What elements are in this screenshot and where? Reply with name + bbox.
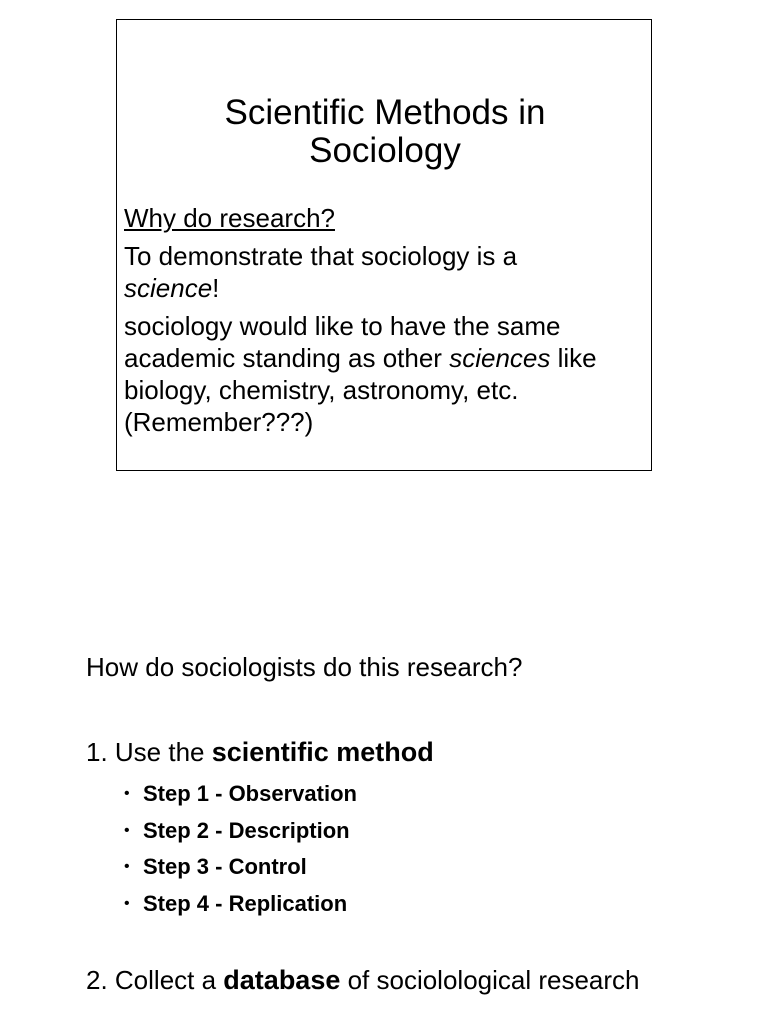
step-item-3	[124, 849, 357, 886]
step-label-2: Step 2 - Description	[143, 817, 350, 843]
paragraph-2-text: sociology would like to have the same academic standing as other	[124, 311, 561, 373]
slide-title-line-1: Scientific Methods in	[224, 93, 546, 132]
step-label-3: Step 3 - Control	[143, 854, 307, 879]
step-item-2	[124, 813, 357, 850]
slide-paragraph-2	[124, 310, 649, 438]
step-label-4: Step 4 - Replication	[143, 890, 348, 916]
item-2-bold: database	[223, 965, 341, 995]
notes-item-2	[86, 964, 640, 996]
bullet-icon: •	[124, 894, 130, 912]
bullet-icon: •	[124, 858, 130, 875]
item-1-bold: scientific method	[211, 737, 434, 767]
paragraph-1-text: To demonstrate that sociology is a	[124, 241, 518, 271]
step-item-1	[124, 776, 357, 813]
item-1-prefix: 1. Use the	[86, 737, 212, 767]
paragraph-1-emphasis: science	[124, 273, 213, 303]
notes-question: How do sociologists do this research?	[86, 652, 523, 682]
steps-list	[124, 776, 357, 922]
step-item-4	[124, 886, 357, 923]
slide-body	[124, 202, 649, 444]
slide-title-line-2: Sociology	[309, 131, 461, 170]
paragraph-1-end: !	[212, 273, 220, 303]
paragraph-2-emphasis: sciences	[449, 343, 551, 373]
bullet-icon: •	[124, 821, 130, 839]
item-2-suffix: of sociolological research	[340, 965, 640, 995]
step-label-1: Step 1 - Observation	[143, 781, 357, 806]
slide-heading: Why do research?	[124, 203, 335, 233]
slide-title	[117, 94, 653, 170]
paragraph-2-end: like biology, chemistry, astronomy, etc. (Remember???)	[124, 343, 597, 437]
slide-frame	[116, 19, 652, 471]
bullet-icon: •	[124, 785, 130, 802]
notes-item-1	[86, 736, 434, 768]
slide-paragraph-1	[124, 240, 649, 304]
item-2-prefix: 2. Collect a	[86, 965, 224, 995]
